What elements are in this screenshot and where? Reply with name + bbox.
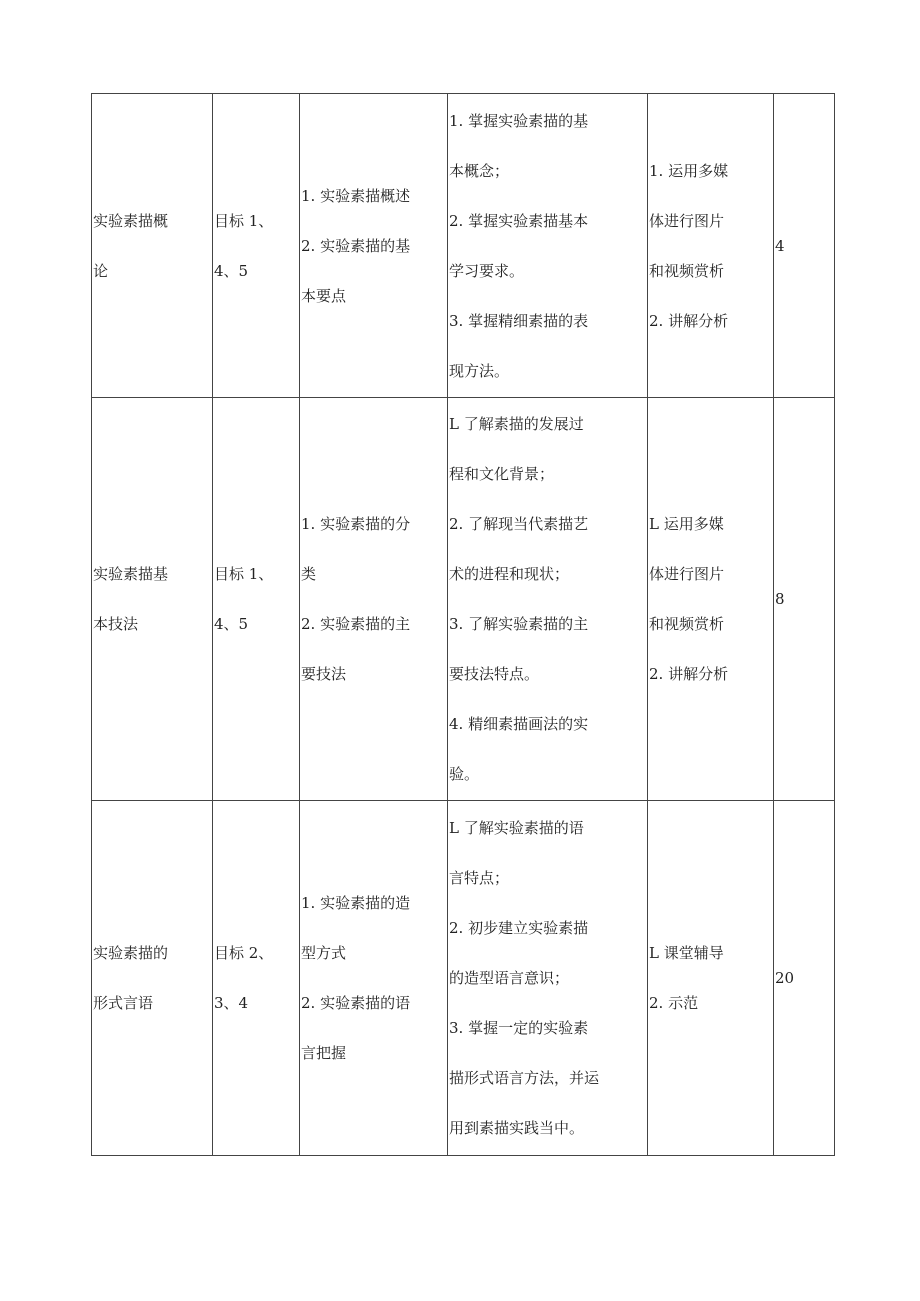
hours-value: 8 <box>775 590 785 608</box>
requirement-line: 3. 了解实验素描的主 <box>449 615 589 633</box>
requirement-line: 用到素描实践当中。 <box>449 1119 585 1137</box>
topic-cell <box>92 398 213 801</box>
method-line: L 运用多媒 <box>649 515 724 533</box>
requirements-cell <box>448 94 648 398</box>
method-line: 和视频赏析 <box>649 261 725 280</box>
content-line: 1. 实验素描的造 <box>301 894 411 912</box>
method-line: 1. 运用多媒 <box>649 161 729 180</box>
requirement-line: 描形式语言方法，并运 <box>449 1069 600 1087</box>
requirement-line: 验。 <box>449 765 480 783</box>
requirement-line: 3. 掌握一定的实验素 <box>449 1019 589 1037</box>
content-line: 2. 实验素描的语 <box>301 994 411 1012</box>
requirement-line: 2. 初步建立实验素描 <box>449 919 589 937</box>
requirement-line: 本概念； <box>449 161 510 180</box>
course-table <box>91 93 835 1156</box>
requirement-line: 程和文化背景； <box>449 465 555 483</box>
requirement-line: L 了解素描的发展过 <box>449 415 584 433</box>
requirement-line: 2. 了解现当代素描艺 <box>449 515 589 533</box>
target-cell <box>213 398 300 801</box>
content-line: 要技法 <box>301 665 347 683</box>
hours-cell <box>774 94 835 398</box>
requirement-line: L 了解实验素描的语 <box>449 819 584 837</box>
content-line: 2. 实验素描的基 <box>301 236 411 255</box>
target-cell <box>213 801 300 1156</box>
target-line: 目标 1、 <box>214 565 274 583</box>
requirement-line: 1. 掌握实验素描的基 <box>449 111 589 130</box>
target-line: 4、5 <box>214 261 249 280</box>
content-line: 型方式 <box>301 944 347 962</box>
method-line: 和视频赏析 <box>649 615 725 633</box>
method-line: 体进行图片 <box>649 211 725 230</box>
hours-value: 4 <box>775 236 785 255</box>
content-line: 1. 实验素描的分 <box>301 515 411 533</box>
method-line: L 课堂辅导 <box>649 944 724 962</box>
requirement-line: 要技法特点。 <box>449 665 540 683</box>
requirement-line: 4. 精细素描画法的实 <box>449 715 589 733</box>
method-line: 2. 讲解分析 <box>649 311 729 330</box>
topic-line: 实验素描概 <box>93 211 169 230</box>
topic-line: 实验素描的 <box>93 944 169 962</box>
method-line: 2. 示范 <box>649 994 699 1012</box>
target-cell <box>213 94 300 398</box>
requirement-line: 学习要求。 <box>449 261 525 280</box>
target-line: 4、5 <box>214 615 249 633</box>
methods-cell <box>648 398 774 801</box>
topic-line: 本技法 <box>93 615 139 633</box>
content-line: 言把握 <box>301 1044 347 1062</box>
requirement-line: 3. 掌握精细素描的表 <box>449 311 589 330</box>
method-line: 体进行图片 <box>649 565 725 583</box>
requirements-cell <box>448 801 648 1156</box>
methods-cell <box>648 801 774 1156</box>
requirement-line: 的造型语言意识； <box>449 969 570 987</box>
target-line: 目标 1、 <box>214 211 274 230</box>
requirement-line: 现方法。 <box>449 361 510 380</box>
requirement-line: 2. 掌握实验素描基本 <box>449 211 589 230</box>
hours-value: 20 <box>775 969 795 987</box>
content-line: 2. 实验素描的主 <box>301 615 411 633</box>
content-line: 类 <box>301 565 317 583</box>
target-line: 目标 2、 <box>214 944 274 962</box>
content-line: 1. 实验素描概述 <box>301 186 411 205</box>
requirements-cell <box>448 398 648 801</box>
target-line: 3、4 <box>214 994 249 1012</box>
topic-line: 论 <box>93 261 109 280</box>
table-row <box>92 398 835 801</box>
methods-cell <box>648 94 774 398</box>
content-cell <box>300 94 448 398</box>
method-line: 2. 讲解分析 <box>649 665 729 683</box>
topic-line: 实验素描基 <box>93 565 169 583</box>
table-row <box>92 94 835 398</box>
content-line: 本要点 <box>301 286 347 305</box>
requirement-line: 言特点； <box>449 869 510 887</box>
hours-cell <box>774 398 835 801</box>
topic-cell <box>92 94 213 398</box>
topic-line: 形式言语 <box>93 994 154 1012</box>
table-row <box>92 801 835 1156</box>
hours-cell <box>774 801 835 1156</box>
content-cell <box>300 801 448 1156</box>
requirement-line: 术的进程和现状； <box>449 565 570 583</box>
topic-cell <box>92 801 213 1156</box>
content-cell <box>300 398 448 801</box>
